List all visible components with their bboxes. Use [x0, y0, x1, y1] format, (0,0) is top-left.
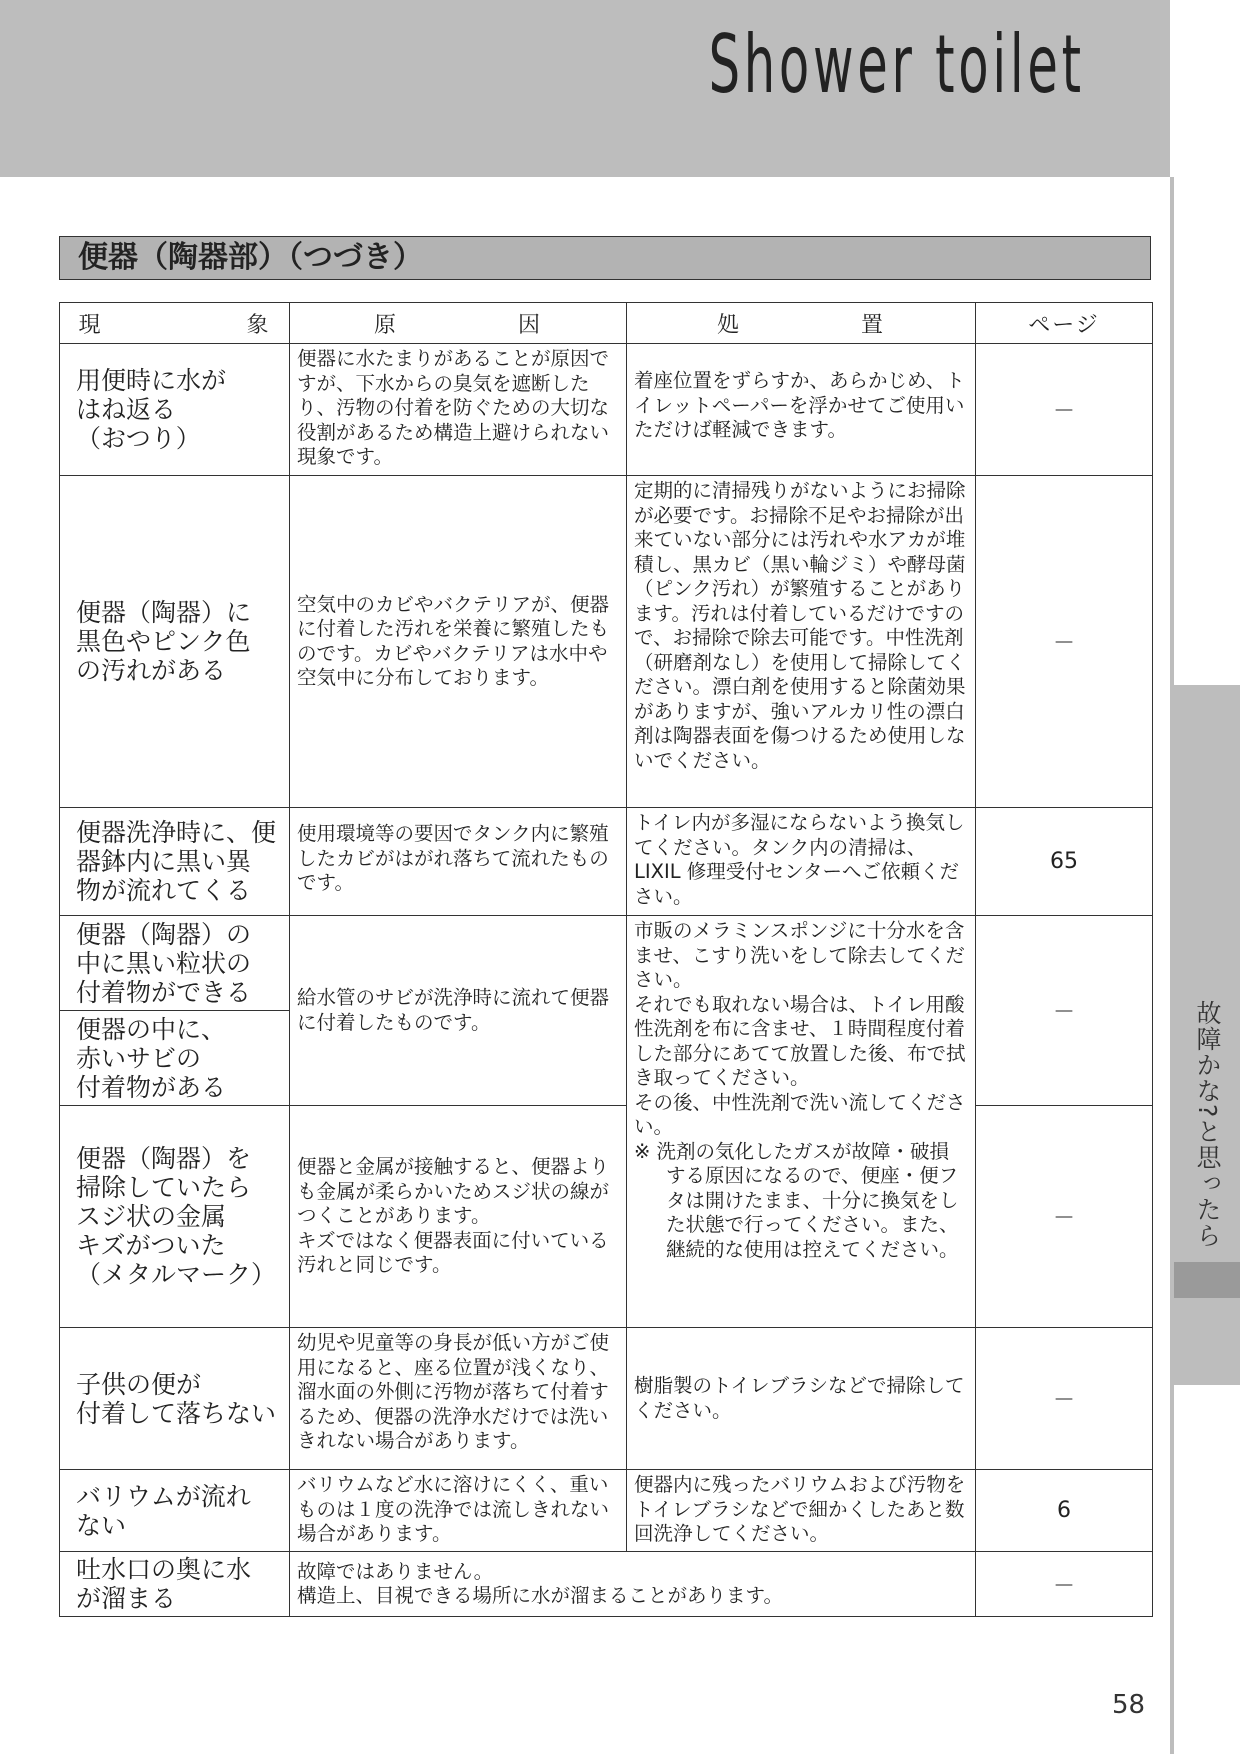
- table-row: [60, 1470, 1153, 1552]
- page-ref: －: [976, 1328, 1153, 1470]
- table-row: [60, 916, 1153, 1011]
- table-row: [60, 1552, 1153, 1617]
- symptom-cell: 便器（陶器）に 黒色やピンク色 の汚れがある: [60, 476, 290, 808]
- remedy-cell: トイレ内が多湿にならないよう換気してください。タンク内の清掃は、LIXIL 修理受付センターへご依頼ください。: [627, 808, 976, 916]
- symptom-cell: 便器（陶器）の 中に黒い粒状の 付着物ができる: [60, 916, 290, 1011]
- header-symptom: 現 象: [60, 303, 290, 344]
- cause-cell: バリウムなど水に溶けにくく、重いものは１度の洗浄では流しきれない場合があります。: [290, 1470, 627, 1552]
- troubleshooting-table: [59, 302, 1153, 1617]
- header-page: ページ: [976, 303, 1153, 344]
- symptom-cell: 便器の中に、 赤いサビの 付着物がある: [60, 1011, 290, 1106]
- page-ref: －: [976, 1552, 1153, 1617]
- cause-cell: 便器と金属が接触すると、便器よりも金属が柔らかいためスジ状の線がつくことがあります。 キズではなく便器表面に付いている汚れと同じです。: [290, 1106, 627, 1328]
- table-row: [60, 344, 1153, 476]
- cause-cell: 幼児や児童等の身長が低い方がご使用になると、座る位置が浅くなり、溜水面の外側に汚物が落ちて付着するため、便器の洗浄水だけでは洗いきれない場合があります。: [290, 1328, 627, 1470]
- section-title: 便器（陶器部）（つづき）: [59, 236, 1151, 280]
- table-row: [60, 1328, 1153, 1470]
- table-row: [60, 808, 1153, 916]
- symptom-cell: 吐水口の奥に水 が溜まる: [60, 1552, 290, 1617]
- cause-cell: 使用環境等の要因でタンク内に繁殖したカビがはがれ落ちて流れたものです。: [290, 808, 627, 916]
- side-tab-marker: [1174, 1262, 1240, 1298]
- symptom-cell: バリウムが流れ ない: [60, 1470, 290, 1552]
- symptom-cell: 子供の便が 付着して落ちない: [60, 1328, 290, 1470]
- brand-logo: Shower toilet: [708, 18, 1085, 111]
- cause-cell: 便器に水たまりがあることが原因ですが、下水からの臭気を遮断したり、汚物の付着を防ぐための大切な役割があるため構造上避けられない現象です。: [290, 344, 627, 476]
- cause-cell: 空気中のカビやバクテリアが、便器に付着した汚れを栄養に繁殖したものです。カビやバクテリアは水中や空気中に分布しております。: [290, 476, 627, 808]
- header-remedy: 処 置: [627, 303, 976, 344]
- page-ref: 6: [976, 1470, 1153, 1552]
- page-ref: －: [976, 344, 1153, 476]
- symptom-cell: 便器洗浄時に、便 器鉢内に黒い異 物が流れてくる: [60, 808, 290, 916]
- symptom-cell: 便器（陶器）を 掃除していたら スジ状の金属 キズがついた （メタルマーク）: [60, 1106, 290, 1328]
- remedy-cell: 着座位置をずらすか、あらかじめ、トイレットペーパーを浮かせてご使用いただけば軽減できます。: [627, 344, 976, 476]
- remedy-note: ※ 洗剤の気化したガスが故障・破損する原因になるので、便座・便フタは開けたまま、十分に換気をした状態で行ってください。また、継続的な使用は控えてください。: [634, 1139, 959, 1261]
- page-ref: －: [976, 916, 1153, 1106]
- remedy-cell: 定期的に清掃残りがないようにお掃除が必要です。お掃除不足やお掃除が出来ていない部分には汚れや水アカが堆積し、黒カビ（黒い輪ジミ）や酵母菌（ピンク汚れ）が繁殖することがあります。汚れは付着しているだけですので、お掃除で除去可能です。中性洗剤（研磨剤なし）を使用して掃除してください。漂白剤を使用すると除菌効果がありますが、強いアルカリ性の漂白剤は陶器表面を傷つけるため使用しないでください。: [627, 476, 976, 808]
- page-ref: －: [976, 1106, 1153, 1328]
- header-cause: 原 因: [290, 303, 627, 344]
- table-header-row: [60, 303, 1153, 344]
- cause-cell: 給水管のサビが洗浄時に流れて便器に付着したものです。: [290, 916, 627, 1106]
- page-ref: 65: [976, 808, 1153, 916]
- table-row: [60, 1106, 1153, 1328]
- symptom-cell: 用便時に水が はね返る （おつり）: [60, 344, 290, 476]
- side-tab-label: 故障かな?と思ったら: [1193, 1000, 1222, 1249]
- page-number: 58: [1112, 1690, 1146, 1720]
- remedy-cell: 便器内に残ったバリウムおよび汚物をトイレブラシなどで細かくしたあと数回洗浄してください。: [627, 1470, 976, 1552]
- page-ref: －: [976, 476, 1153, 808]
- table-row: [60, 476, 1153, 808]
- cause-remedy-cell: 故障ではありません。 構造上、目視できる場所に水が溜まることがあります。: [290, 1552, 976, 1617]
- remedy-cell: 市販のメラミンスポンジに十分水を含ませ、こすり洗いをして除去してください。 それでも取れない場合は、トイレ用酸性洗剤を布に含ませ、１時間程度付着した部分にあてて放置した後、布で拭き取ってください。 その後、中性洗剤で洗い流してください。 ※ 洗剤の気化したガスが故障・破損する原因になるので、便座・便フタは開けたまま、十分に換気をした状態で行ってください。また、継続的な使用は控えてください。: [627, 916, 976, 1328]
- header-band: [0, 0, 1170, 177]
- remedy-cell: 樹脂製のトイレブラシなどで掃除してください。: [627, 1328, 976, 1470]
